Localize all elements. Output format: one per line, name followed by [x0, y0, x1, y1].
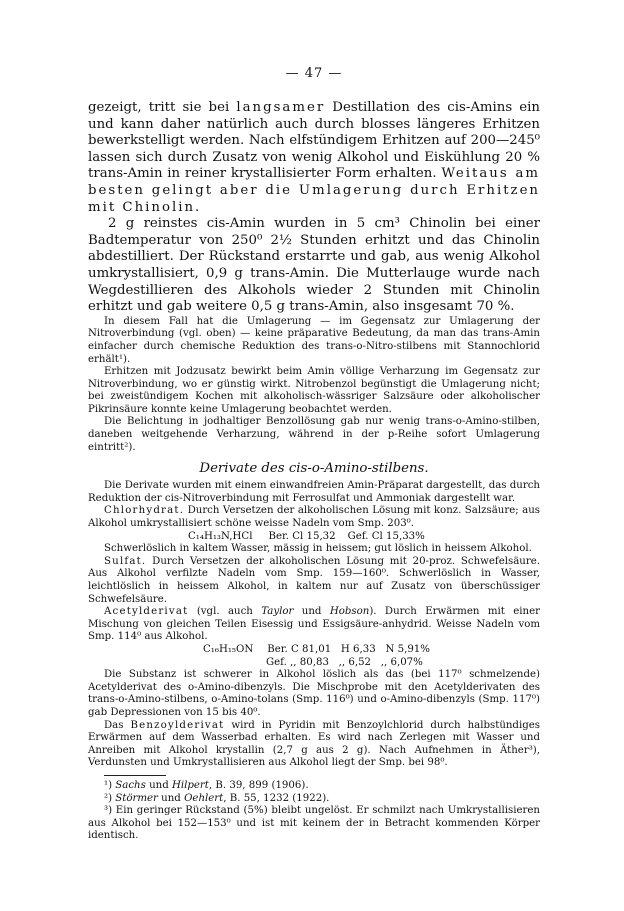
formula-line-1	[88, 531, 540, 544]
paragraph-6: Die Derivate wurden mit einem einwandfreien Amin-Präparat dargestellt, das durch Reduktion der cis-Nitroverbindung mit Ferrosulfat und Ammoniak dargestellt war.	[88, 480, 540, 504]
benzoyl-text-a: Das	[104, 719, 131, 731]
footnote-2-und: und	[157, 792, 185, 804]
paragraph-3: In diesem Fall hat die Umlagerung — im Gegensatz zur Umlagerung der Nitroverbindung (vgl. oben) — keine präparative Bedeutung, da man das trans-Amin einfacher durch chemische Reduktion des trans-o-Nitro-stilbens mit Stannochlorid erhält¹).	[88, 315, 540, 365]
author-taylor: Taylor	[261, 606, 294, 618]
footnote-2-ref: , B. 55, 1232 (1922).	[223, 792, 330, 804]
footnote-1-number: ¹)	[104, 779, 116, 791]
formula-1-ber: Ber. Cl 15,32	[268, 530, 336, 542]
paragraph-chlorhydrat	[88, 505, 540, 530]
paragraph-sulfat	[88, 556, 540, 606]
page	[88, 66, 540, 843]
paragraph-11: Die Substanz ist schwerer in Alkohol löslich als das (bei 117⁰ schmelzende) Acetylderivat des o-Amino-dibenzyls. Die Mischprobe mit den Acetylderivaten des trans-o-Amino-stilbens, o-Amino-tolans (Smp. 116⁰) und o-Amino-dibenzyls (Smp. 117⁰) gab Depressionen von 15 bis 40⁰.	[88, 669, 540, 718]
emphasis-langsamer: langsamer	[236, 100, 326, 115]
main-text	[88, 100, 540, 316]
formula-1-gef: Gef. Cl 15,33%	[347, 530, 425, 542]
acetyl-text-a: (vgl. auch	[188, 606, 262, 618]
label-sulfat: Sulfat.	[104, 555, 147, 567]
paragraph-1-start: gezeigt, tritt sie bei	[88, 100, 237, 115]
paragraph-1-body: Destillation des cis-Amins ein und kann daher natürlich auch durch blosses längeres Erhitzen bewerkstelligt werden. Nach elfstündigem Erhitzen auf 200—245⁰ lassen sich durch Zusatz von wenig Alkohol und Eiskühlung 20 % trans-Amin in reiner krystallisierter Form erhalten.	[88, 100, 540, 182]
footnote-1-und: und	[145, 779, 172, 791]
formula-2: C₁₆H₁₅ON	[203, 643, 254, 655]
footnote-1	[88, 780, 540, 793]
footnote-2-author-2: Oehlert	[184, 792, 224, 804]
footnote-2	[88, 793, 540, 806]
footnotes	[88, 780, 540, 843]
formula-2-ber: Ber. C 81,01 H 6,33 N 5,91%	[267, 643, 430, 655]
acetyl-text-b: ). Durch Erwärmen mit einer Mischung von gleichen Teilen Eisessig und Essigsäure-anhydrid. Weisse Nadeln vom Smp. 114⁰ aus Alkohol.	[88, 606, 540, 643]
footnote-2-author-1: Störmer	[115, 792, 158, 804]
paragraph-benzoyl	[88, 720, 540, 770]
paragraph-5: Die Belichtung in jodhaltiger Benzollösung gab nur wenig trans-o-Amino-stilben, daneben weitgehende Verharzung, während in der p-Reihe sofort Umlagerung eintritt²).	[88, 416, 540, 453]
footnote-3: ³) Ein geringer Rückstand (5%) bleibt ungelöst. Er schmilzt nach Umkrystallisieren aus Alkohol bei 152—153⁰ und ist mit keinem der in Betracht kommenden Körper identisch.	[88, 805, 540, 842]
footnote-1-author-1: Sachs	[115, 779, 146, 791]
formula-line-2b	[88, 657, 540, 670]
label-benzoylderivat: Benzoylderivat	[130, 719, 225, 731]
chlorhydrat-text: Durch Versetzen der alkoholischen Lösung mit konz. Salzsäure; aus Alkohol umkrystallisiert schöne weisse Nadeln vom Smp. 203⁰.	[88, 505, 540, 530]
paragraph-8: Schwerlöslich in kaltem Wasser, mässig in heissem; gut löslich in heissem Alkohol.	[104, 543, 532, 555]
footnote-divider	[104, 775, 166, 776]
section-heading: Derivate des cis-o-Amino-stilbens.	[199, 461, 429, 477]
paragraph-1	[88, 100, 540, 216]
formula-line-2	[88, 644, 540, 657]
acetyl-und: und	[293, 606, 330, 618]
sulfat-text: Durch Versetzen der alkoholischen Lösung mit 20-proz. Schwefelsäure. Aus Alkohol verfilzte Nadeln vom Smp. 159—160⁰. Schwerlöslich in Wasser, leichtlöslich in heissem Alkohol, in kaltem nur auf Zusatz von überschüssiger Schwefelsäure.	[88, 555, 540, 605]
paragraph-2: 2 g reinstes cis-Amin wurden in 5 cm³ Chinolin bei einer Badtemperatur von 250⁰ 2½ Stunden erhitzt und das Chinolin abdestilliert. Der Rückstand erstarrte und gab, aus wenig Alkohol umkrystallisiert, 0,9 g trans-Amin. Die Mutterlauge wurde nach Wegdestillieren des Alkohols wieder 2 Stunden mit Chinolin erhitzt und gab weitere 0,5 g trans-Amin, also insgesamt 70 %.	[88, 216, 540, 315]
formula-2-gef: Gef. ,, 80,83 ,, 6,52 ,, 6,07%	[266, 656, 423, 668]
footnote-1-author-2: Hilpert	[171, 779, 209, 791]
benzoyl-text-b: wird in Pyridin mit Benzoylchlorid durch halbstündiges Erwärmen auf dem Wasserbad erhalten. Es wird nach Zerlegen mit Wasser und Anreiben mit Alkohol krystallin (2,7 g aus 2 g). Nach Aufnehmen in Äther³), Verdunsten und Umkrystallisieren aus Alkohol liegt der Smp. bei 98⁰.	[88, 719, 540, 769]
label-chlorhydrat: Chlorhydrat.	[104, 505, 185, 517]
emphasis-chinolin: Weitaus am besten gelingt aber die Umlagerung durch Erhitzen mit Chinolin.	[88, 166, 540, 215]
paragraph-4: Erhitzen mit Jodzusatz bewirkt beim Amin völlige Verharzung im Gegensatz zur Nitroverbindung, wo er günstig wirkt. Nitrobenzol begünstigt die Umlagerung nicht; bei zweistündigem Kochen mit alkoholisch-wässriger Salzsäure oder alkoholischer Pikrinsäure konnte keine Umlagerung beobachtet werden.	[88, 366, 540, 415]
small-text	[88, 316, 540, 770]
author-hobson: Hobson	[329, 606, 370, 618]
paragraph-acetyl	[88, 606, 540, 644]
formula-1: C₁₄H₁₃N,HCl	[188, 530, 253, 542]
footnote-1-ref: , B. 39, 899 (1906).	[208, 779, 309, 791]
footnote-2-number: ²)	[104, 792, 116, 804]
label-acetylderivat: Acetylderivat	[104, 606, 189, 618]
page-number: — 47 —	[285, 66, 343, 81]
